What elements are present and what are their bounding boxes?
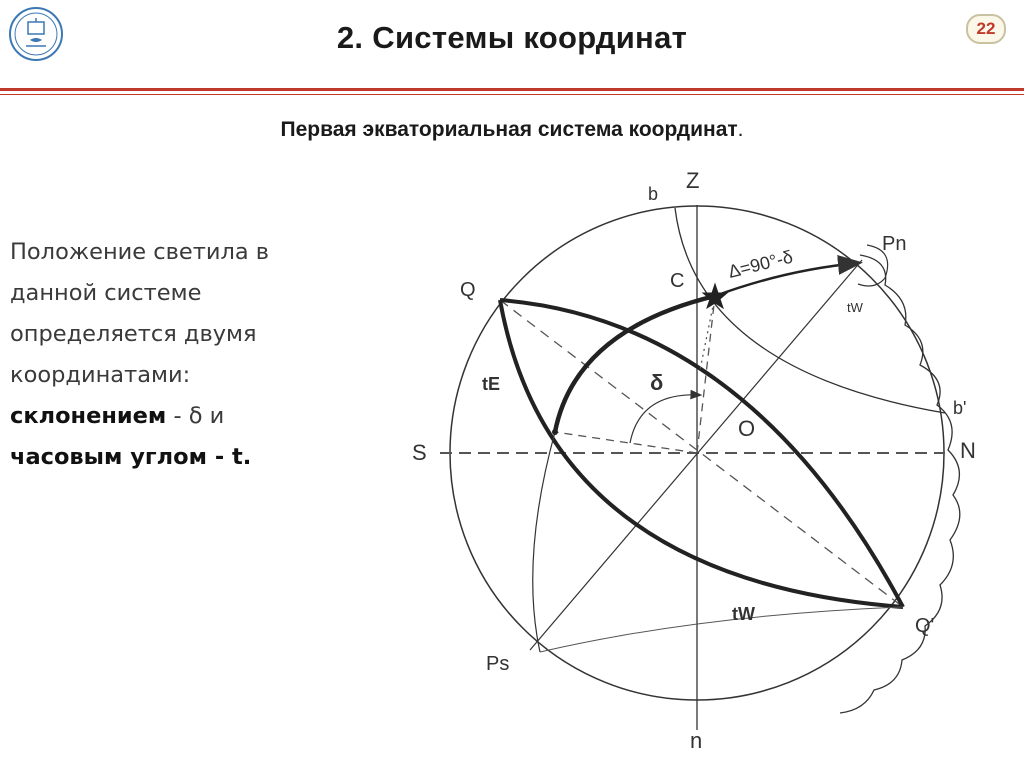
- label-t-west: tW: [732, 604, 755, 624]
- slide-header: [0, 0, 1024, 92]
- label-t-west-small: tW: [847, 300, 863, 315]
- label-s: S: [412, 440, 427, 465]
- hour-angle-term: часовым углом - t: [10, 444, 243, 470]
- declination-projection-line: [555, 432, 697, 453]
- subtitle-text: Первая экваториальная система координат: [280, 118, 738, 141]
- label-b: b: [648, 184, 659, 204]
- label-z: Z: [686, 168, 700, 193]
- description-line: определяется двумя: [10, 321, 257, 347]
- declination-foot-point: [552, 429, 558, 435]
- label-n: N: [960, 438, 976, 463]
- slide-title: 2. Системы координат: [336, 20, 688, 55]
- label-t-east: tE: [482, 374, 500, 394]
- hour-circle-lower: [533, 432, 555, 652]
- declination-line: [10, 396, 390, 437]
- world-axis: [530, 260, 862, 650]
- label-c: C: [670, 270, 685, 292]
- header-divider-thin: [0, 94, 1024, 95]
- hour-angle-line: [10, 437, 390, 478]
- label-n-lower: n: [690, 728, 703, 753]
- declination-term: склонением: [10, 403, 167, 429]
- label-b-prime: b': [953, 398, 967, 418]
- label-polar-distance: Δ=90°-δ: [726, 246, 795, 282]
- page-number-badge: 22: [966, 14, 1006, 44]
- declination-symbol: - δ и: [166, 403, 225, 429]
- label-delta: δ: [650, 370, 664, 395]
- description-line: координатами:: [10, 362, 191, 388]
- lower-arc-ps: [540, 607, 903, 652]
- declination-angle-arc: [630, 395, 700, 443]
- label-q-prime: Q': [915, 615, 935, 637]
- label-pn: Pn: [882, 233, 907, 255]
- label-o: O: [738, 416, 756, 441]
- label-ps: Ps: [486, 653, 510, 675]
- label-q: Q: [460, 279, 476, 301]
- celestial-sphere-diagram: [400, 160, 1000, 760]
- slide-subtitle: [0, 118, 1024, 142]
- description-text: [10, 232, 390, 478]
- description-line: данной системе: [10, 280, 202, 306]
- header-divider: [0, 88, 1024, 91]
- subtitle-period: .: [737, 118, 744, 141]
- hour-angle-period: .: [242, 444, 252, 470]
- description-line: Положение светила в: [10, 239, 270, 265]
